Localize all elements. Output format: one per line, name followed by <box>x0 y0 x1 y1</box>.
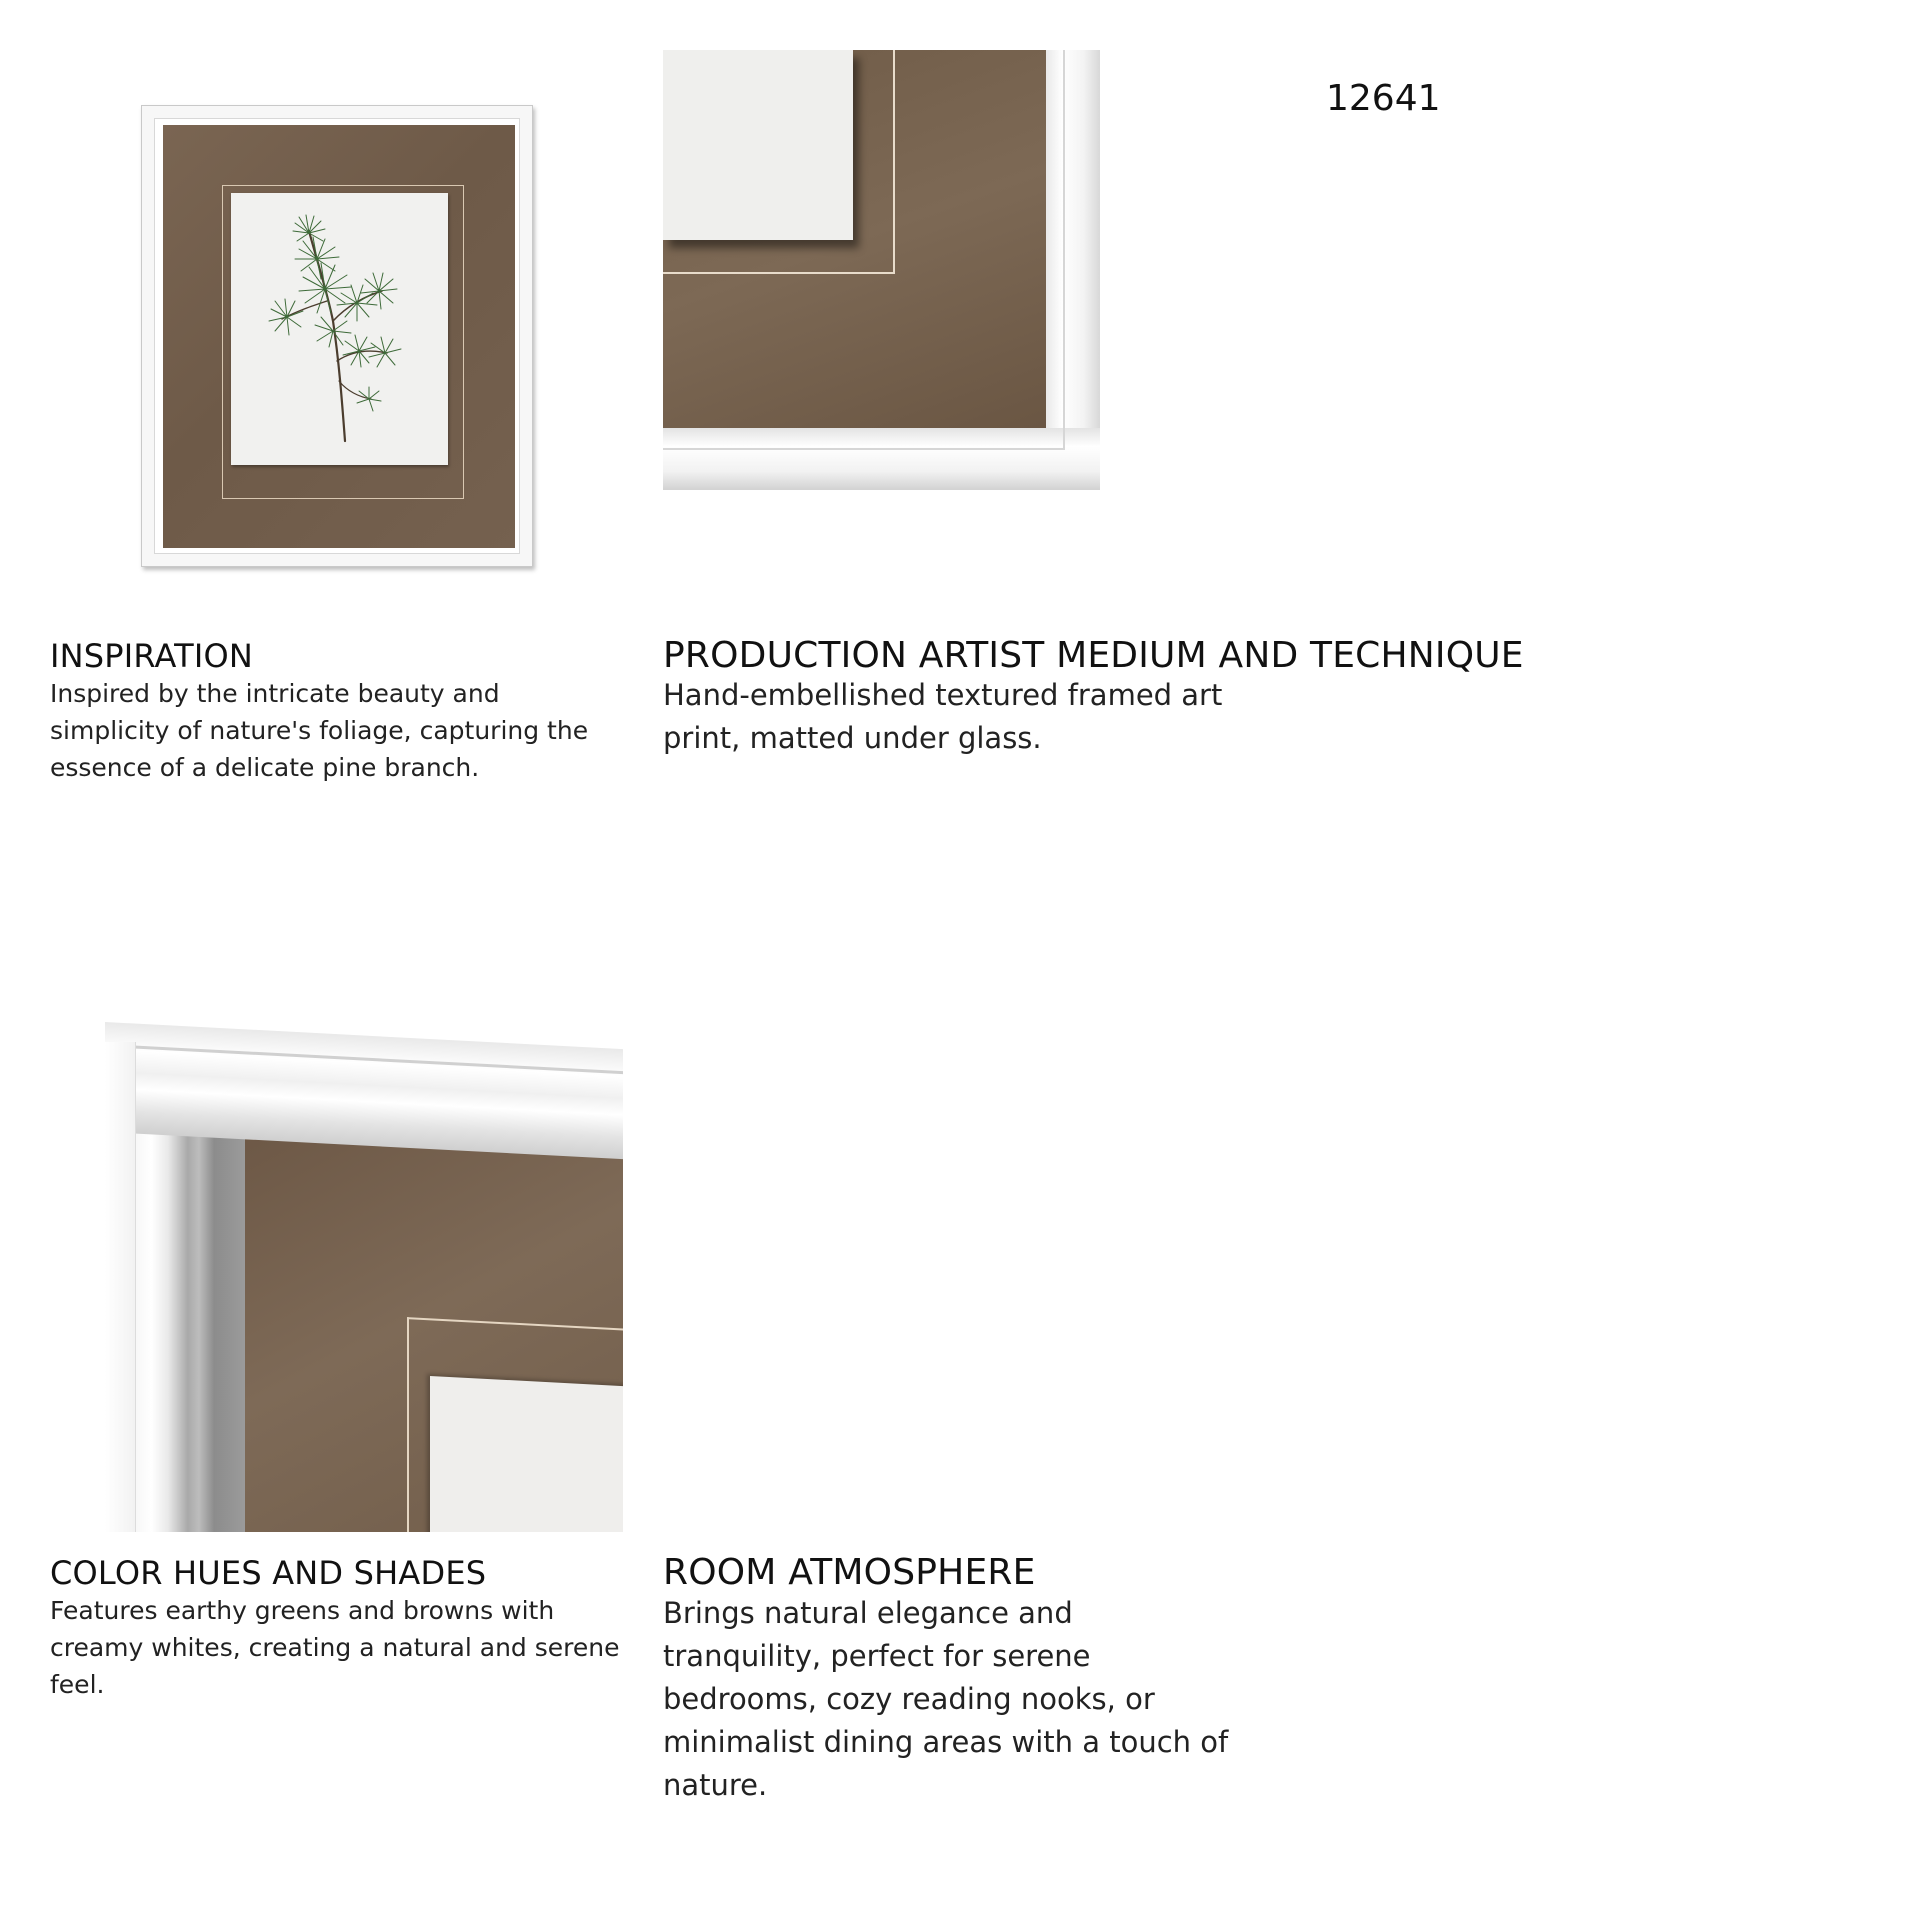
frame-edge-vertical <box>1046 50 1100 490</box>
production-text: Hand-embellished textured framed art print, matted under glass. <box>663 678 1223 755</box>
frame <box>141 105 533 567</box>
framed-art-image <box>141 105 533 567</box>
frame-inner-side <box>135 1102 245 1532</box>
mat-board <box>163 125 515 548</box>
production-heading: PRODUCTION ARTIST MEDIUM AND TECHNIQUE <box>663 635 1524 676</box>
color-heading: COLOR HUES AND SHADES <box>50 1554 487 1592</box>
art-paper <box>231 193 448 465</box>
frame-corner-closeup-image <box>663 50 1100 490</box>
frame-outer-edge <box>105 1042 136 1532</box>
product-number: 12641 <box>1326 78 1441 119</box>
frame-angled-closeup-image <box>105 1022 623 1532</box>
art-paper-corner <box>663 50 853 240</box>
art-paper-corner <box>430 1376 623 1532</box>
color-text: Features earthy greens and browns with creamy whites, creating a natural and serene feel. <box>50 1596 620 1699</box>
room-text: Brings natural elegance and tranquility, perfect for serene bedrooms, cozy reading nooks, or minimalist dining areas with a touch of nature. <box>663 1596 1229 1802</box>
room-heading: ROOM ATMOSPHERE <box>663 1552 1036 1593</box>
frame-groove <box>663 448 1065 450</box>
inspiration-heading: INSPIRATION <box>50 637 254 675</box>
inspiration-text: Inspired by the intricate beauty and simplicity of nature's foliage, capturing the essence of a delicate pine branch. <box>50 679 589 782</box>
frame-edge-horizontal <box>663 428 1100 490</box>
pine-branch-illustration <box>247 211 417 451</box>
frame-groove <box>1063 50 1065 450</box>
